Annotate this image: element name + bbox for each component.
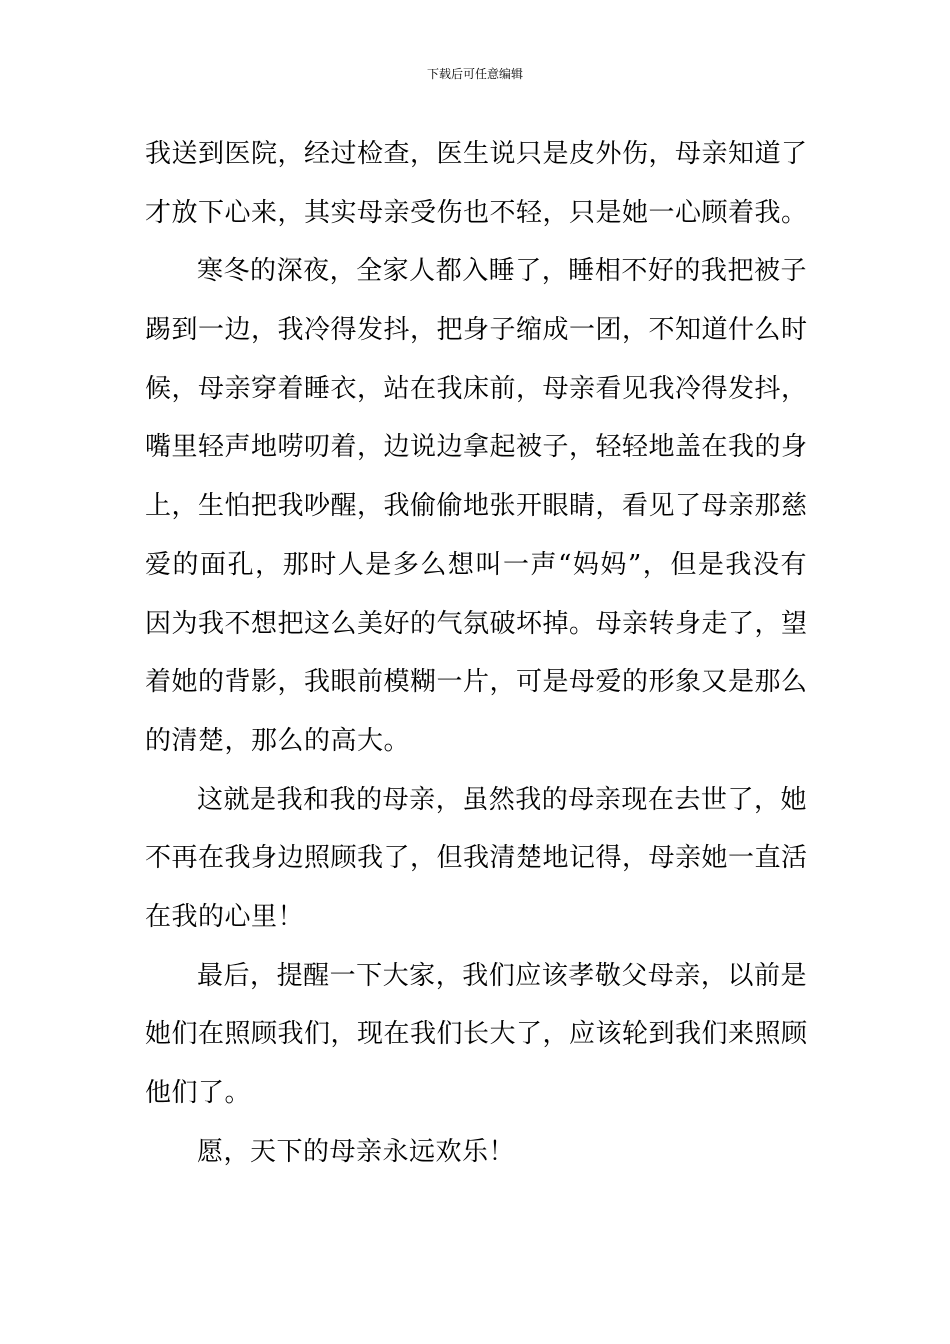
text-line: 在我的心里！ bbox=[145, 901, 305, 932]
document-body bbox=[145, 125, 807, 1181]
text-line: 才放下心来，其实母亲受伤也不轻，只是她一心顾着我。 bbox=[145, 197, 808, 228]
text-line: 上，生怕把我吵醒，我偷偷地张开眼睛，看见了母亲那慈 bbox=[145, 491, 808, 522]
text-line: 这就是我和我的母亲，虽然我的母亲现在去世了，她 bbox=[197, 784, 807, 815]
text-line: 踢到一边，我冷得发抖，把身子缩成一团，不知道什么时 bbox=[145, 315, 808, 346]
text-line: 嘴里轻声地唠叨着，边说边拿起被子，轻轻地盖在我的身 bbox=[145, 432, 808, 463]
text-line: 寒冬的深夜，全家人都入睡了，睡相不好的我把被子 bbox=[197, 256, 807, 287]
text-line: 愿，天下的母亲永远欢乐！ bbox=[197, 1136, 516, 1167]
text-line: 她们在照顾我们，现在我们长大了，应该轮到我们来照顾 bbox=[145, 1019, 808, 1050]
text-line: 着她的背影，我眼前模糊一片，可是母爱的形象又是那么 bbox=[145, 667, 808, 698]
text-line: 候，母亲穿着睡衣，站在我床前，母亲看见我冷得发抖， bbox=[145, 373, 808, 404]
text-line: 爱的面孔，那时人是多么想叫一声“妈妈”，但是我没有 bbox=[145, 549, 807, 580]
page-header: 下载后可任意编辑 bbox=[426, 67, 523, 81]
text-line: 他们了。 bbox=[145, 1078, 252, 1108]
text-line: 因为我不想把这么美好的气氛破坏掉。母亲转身走了，望 bbox=[145, 608, 808, 639]
text-line: 的清楚，那么的高大。 bbox=[145, 725, 411, 756]
text-line: 最后，提醒一下大家，我们应该孝敬父母亲，以前是 bbox=[197, 960, 807, 991]
text-line: 我送到医院，经过检查，医生说只是皮外伤，母亲知道了 bbox=[145, 139, 808, 169]
text-line: 不再在我身边照顾我了，但我清楚地记得，母亲她一直活 bbox=[145, 843, 808, 874]
